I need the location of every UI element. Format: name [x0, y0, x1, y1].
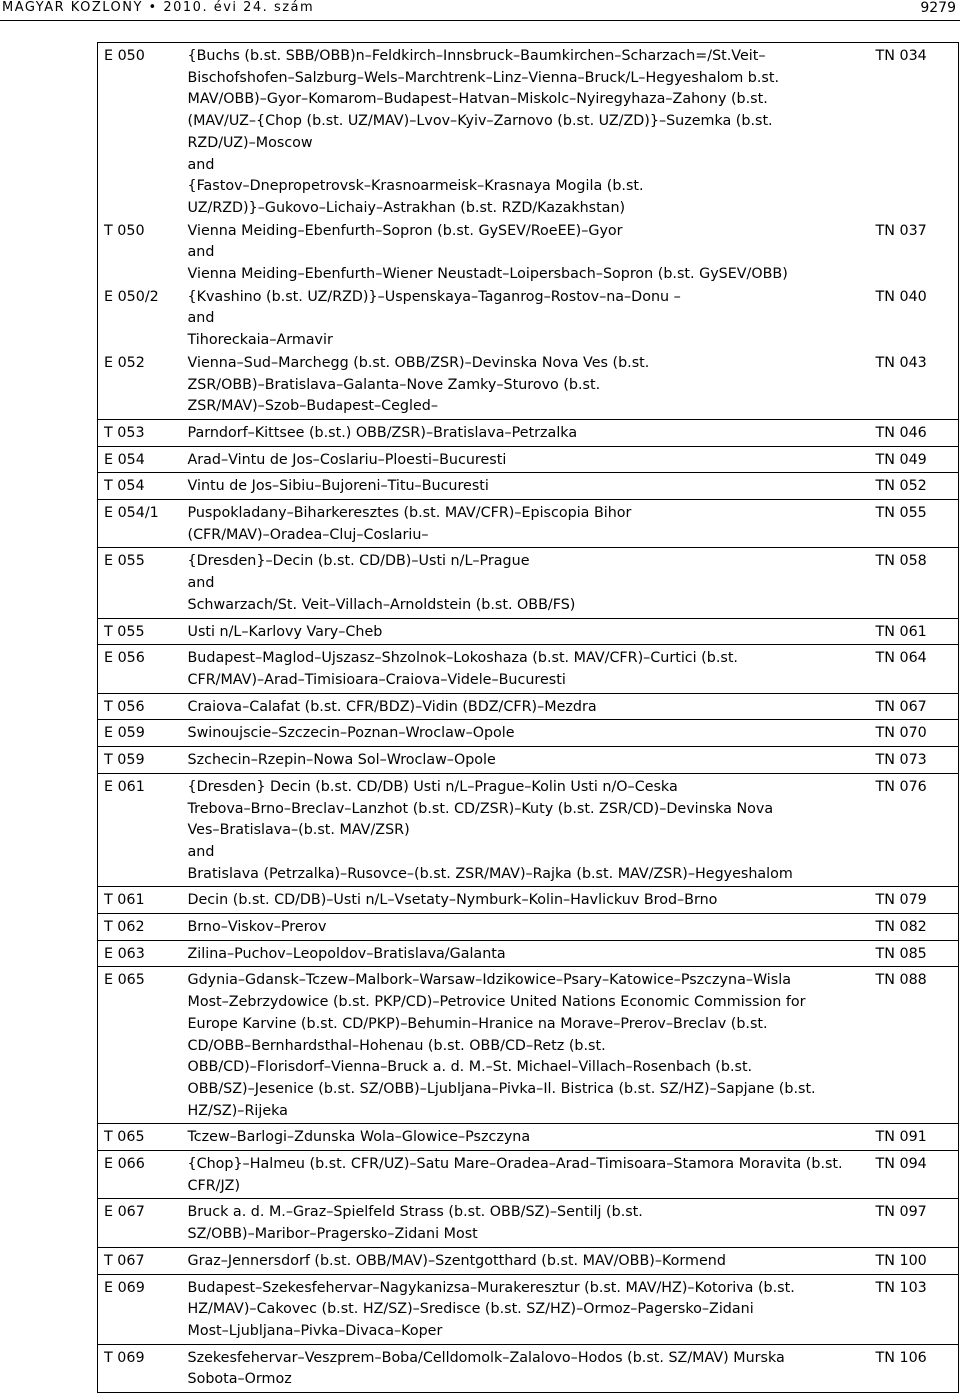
- route-line: CFR/MAV)–Arad–Timisioara–Craiova–Videle–Bucuresti: [187, 671, 566, 688]
- route-line: Bratislava (Petrzalka)–Rusovce–(b.st. ZSR/MAV)–Rajka (b.st. MAV/ZSR)–Hegyeshalom: [187, 865, 793, 882]
- route-line: Budapest–Maglod–Ujszasz–Shzolnok–Lokoshaza (b.st. MAV/CFR)–Curtici (b.st.: [187, 650, 738, 667]
- page-header: [0, 0, 960, 22]
- route-line: Tihoreckaia–Armavir: [187, 332, 333, 349]
- route-line: Vintu de Jos–Sibiu–Bujoreni–Titu–Bucuresti: [187, 478, 489, 495]
- route-line: {Buchs (b.st. SBB/OBB)n–Feldkirch–Innsbruck–Baumkirchen–Scharzach=/St.Veit–: [187, 48, 766, 64]
- tn-number: TN 064: [875, 650, 927, 667]
- route-code: T 055: [104, 623, 145, 640]
- route-line: Parndorf–Kittsee (b.st.) OBB/ZSR)–Bratislava–Petrzalka: [187, 424, 578, 441]
- route-line: {Dresden} Decin (b.st. CD/DB) Usti n/L–Prague–Kolin Usti n/O–Ceska: [187, 778, 678, 795]
- table-row: [98, 645, 959, 693]
- route-description: [182, 419, 870, 446]
- tn-number: TN 049: [875, 451, 927, 468]
- route-description: [182, 940, 870, 967]
- route-line: Vienna–Sud–Marchegg (b.st. OBB/ZSR)–Devinska Nova Ves (b.st.: [187, 354, 650, 371]
- table-row: [98, 747, 959, 774]
- route-description: [182, 720, 870, 747]
- route-code: E 050: [104, 48, 145, 64]
- tn-number: TN 106: [875, 1349, 927, 1366]
- route-line: CFR/JZ): [187, 1177, 241, 1194]
- table-row: [98, 43, 959, 221]
- route-line: Puspokladany–Biharkeresztes (b.st. MAV/CFR)–Episcopia Bihor: [187, 505, 632, 522]
- route-code: E 056: [104, 650, 145, 667]
- route-code: E 050/2: [104, 288, 159, 305]
- route-code: E 052: [104, 354, 145, 371]
- tn-number: TN 058: [875, 553, 927, 570]
- route-code: E 054: [104, 451, 145, 468]
- route-code: T 050: [104, 222, 145, 239]
- tn-number: TN 070: [875, 725, 927, 742]
- routes-table-body: [98, 43, 959, 1393]
- route-line: Europe Karvine (b.st. CD/PKP)–Behumin–Hranice na Morave–Prerov–Breclav (b.st.: [187, 1015, 768, 1032]
- route-line: and: [187, 244, 215, 261]
- route-description: [182, 747, 870, 774]
- tn-number: TN 088: [875, 972, 927, 989]
- table-row: [98, 548, 959, 618]
- table-row: [98, 1344, 959, 1392]
- route-description: [182, 773, 870, 887]
- table-row: [98, 914, 959, 941]
- route-line: Vienna Meiding–Ebenfurth–Wiener Neustadt–Loipersbach–Sopron (b.st. GySEV/OBB): [187, 266, 788, 283]
- route-line: Tczew–Barlogi–Zdunska Wola–Glowice–Pszczyna: [187, 1129, 531, 1146]
- table-row: [98, 887, 959, 914]
- route-line: Decin (b.st. CD/DB)–Usti n/L–Vsetaty–Nymburk–Kolin–Havlickuv Brod–Brno: [187, 892, 718, 909]
- route-line: Sobota–Ormoz: [187, 1371, 292, 1388]
- route-description: [182, 1199, 870, 1247]
- route-code: T 061: [104, 892, 145, 909]
- route-line: Szekesfehervar–Veszprem–Boba/Celldomolk–Zalalovo–Hodos (b.st. SZ/MAV) Murska: [187, 1349, 785, 1366]
- table-row: [98, 773, 959, 887]
- tn-number: TN 100: [875, 1252, 927, 1269]
- route-description: [182, 473, 870, 500]
- route-line: Brno–Viskov–Prerov: [187, 919, 327, 936]
- route-line: ZSR/OBB)–Bratislava–Galanta–Nove Zamky–Sturovo (b.st.: [187, 376, 601, 393]
- tn-number: TN 079: [875, 892, 927, 909]
- tn-number: TN 034: [875, 48, 927, 64]
- tn-number: TN 067: [875, 698, 927, 715]
- route-code: T 056: [104, 698, 145, 715]
- route-line: OBB/CD)–Florisdorf–Vienna–Bruck a. d. M.–St. Michael–Villach–Rosenbach (b.st.: [187, 1059, 753, 1076]
- route-line: Ves–Bratislava–(b.st. MAV/ZSR): [187, 822, 410, 839]
- route-description: [182, 43, 870, 221]
- table-row: [98, 940, 959, 967]
- table-row: [98, 693, 959, 720]
- route-line: Budapest–Szekesfehervar–Nagykanizsa–Murakeresztur (b.st. MAV/HZ)–Kotoriva (b.st.: [187, 1279, 795, 1296]
- route-line: {Fastov–Dnepropetrovsk–Krasnoarmeisk–Krasnaya Mogila (b.st.: [187, 178, 644, 195]
- route-code: T 054: [104, 478, 145, 495]
- route-line: (MAV/UZ–{Chop (b.st. UZ/MAV)–Lvov–Kyiv–Zarnovo (b.st. UZ/ZD)}–Suzemka (b.st.: [187, 113, 773, 130]
- route-description: [182, 353, 870, 420]
- table-row: [98, 1199, 959, 1247]
- tn-number: TN 043: [875, 354, 927, 371]
- route-code: E 054/1: [104, 505, 159, 522]
- tn-number: TN 040: [875, 288, 927, 305]
- route-description: [182, 693, 870, 720]
- route-line: {Dresden}–Decin (b.st. CD/DB)–Usti n/L–Prague: [187, 553, 530, 570]
- route-line: Craiova–Calafat (b.st. CFR/BDZ)–Vidin (BDZ/CFR)–Mezdra: [187, 698, 597, 715]
- tn-number: TN 046: [875, 424, 927, 441]
- route-line: UZ/RZD)}–Gukovo–Lichaiy–Astrakhan (b.st. RZD/Kazakhstan): [187, 199, 626, 216]
- route-code: E 066: [104, 1156, 145, 1173]
- route-line: {Kvashino (b.st. UZ/RZD)}–Uspenskaya–Taganrog–Rostov–na–Donu –: [187, 288, 681, 305]
- route-line: Schwarzach/St. Veit–Villach–Arnoldstein (b.st. OBB/FS): [187, 596, 576, 613]
- route-code: E 061: [104, 778, 145, 795]
- table-row: [98, 1247, 959, 1274]
- route-description: [182, 446, 870, 473]
- route-line: Arad–Vintu de Jos–Coslariu–Ploesti–Bucuresti: [187, 451, 507, 468]
- route-line: Bischofshofen–Salzburg–Wels–Marchtrenk–Linz–Vienna–Bruck/L–Hegyeshalom b.st.: [187, 69, 780, 86]
- route-code: T 067: [104, 1252, 145, 1269]
- route-description: [182, 548, 870, 618]
- tn-number: TN 094: [875, 1156, 927, 1173]
- route-line: Graz–Jennersdorf (b.st. OBB/MAV)–Szentgotthard (b.st. MAV/OBB)–Kormend: [187, 1252, 726, 1269]
- route-description: [182, 1344, 870, 1392]
- route-code: T 062: [104, 919, 145, 936]
- route-line: and: [187, 575, 215, 592]
- route-code: E 067: [104, 1204, 145, 1221]
- route-line: RZD/UZ)–Moscow: [187, 134, 313, 151]
- route-line: OBB/SZ)–Jesenice (b.st. SZ/OBB)–Ljubljana–Pivka–Il. Bistrica (b.st. SZ/HZ)–Sapjane (b.st.: [187, 1080, 816, 1097]
- tn-number: TN 073: [875, 752, 927, 769]
- route-description: [182, 914, 870, 941]
- tn-number: TN 055: [875, 505, 927, 522]
- route-code: E 055: [104, 553, 145, 570]
- route-code: E 063: [104, 945, 145, 962]
- route-line: CD/OBB–Bernhardsthal–Hohenau (b.st. OBB/CD–Retz (b.st.: [187, 1037, 606, 1054]
- tn-number: TN 061: [875, 623, 927, 640]
- tn-number: TN 037: [875, 222, 927, 239]
- tn-number: TN 085: [875, 945, 927, 962]
- route-code: T 069: [104, 1349, 145, 1366]
- table-row: [98, 221, 959, 287]
- table-row: [98, 1151, 959, 1199]
- route-code: T 059: [104, 752, 145, 769]
- route-description: [182, 967, 870, 1124]
- route-line: ZSR/MAV)–Szob–Budapest–Cegled–: [187, 398, 439, 415]
- route-line: HZ/SZ)–Rijeka: [187, 1102, 288, 1119]
- route-line: Swinoujscie–Szczecin–Poznan–Wroclaw–Opole: [187, 725, 515, 742]
- route-description: [182, 1247, 870, 1274]
- tn-number: TN 052: [875, 478, 927, 495]
- route-line: Bruck a. d. M.–Graz–Spielfeld Strass (b.st. OBB/SZ)–Sentilj (b.st.: [187, 1204, 643, 1221]
- route-line: Gdynia–Gdansk–Tczew–Malbork–Warsaw–Idzikowice–Psary–Katowice–Pszczyna–Wisla: [187, 972, 791, 989]
- table-row: [98, 446, 959, 473]
- table-row: [98, 967, 959, 1124]
- route-code: E 069: [104, 1279, 145, 1296]
- route-line: Most–Ljubljana–Pivka–Divaca–Koper: [187, 1322, 443, 1339]
- route-line: and: [187, 843, 215, 860]
- route-description: [182, 1124, 870, 1151]
- route-line: Szchecin–Rzepin–Nowa Sol–Wroclaw–Opole: [187, 752, 496, 769]
- page-number: 9279: [920, 0, 956, 16]
- route-description: [182, 887, 870, 914]
- route-line: Usti n/L–Karlovy Vary–Cheb: [187, 623, 383, 640]
- route-description: [182, 1274, 870, 1344]
- table-row: [98, 287, 959, 353]
- route-line: HZ/MAV)–Cakovec (b.st. HZ/SZ)–Sredisce (b.st. SZ/HZ)–Ormoz–Pagersko–Zidani: [187, 1301, 754, 1318]
- route-description: [182, 221, 870, 287]
- route-line: SZ/OBB)–Maribor–Pragersko–Zidani Most: [187, 1226, 478, 1243]
- route-line: {Chop}–Halmeu (b.st. CFR/UZ)–Satu Mare–Oradea–Arad–Timisoara–Stamora Moravita (b.st.: [187, 1156, 843, 1173]
- routes-table: [97, 42, 959, 1393]
- table-row: [98, 720, 959, 747]
- route-line: and: [187, 156, 215, 173]
- route-description: [182, 500, 870, 548]
- route-line: Most–Zebrzydowice (b.st. PKP/CD)–Petrovice United Nations Economic Commission for: [187, 994, 806, 1011]
- tn-number: TN 097: [875, 1204, 927, 1221]
- table-row: [98, 1274, 959, 1344]
- table-row: [98, 353, 959, 420]
- tn-number: TN 082: [875, 919, 927, 936]
- table-row: [98, 473, 959, 500]
- route-line: MAV/OBB)–Gyor–Komarom–Budapest–Hatvan–Miskolc–Nyiregyhaza–Zahony (b.st.: [187, 91, 768, 108]
- route-code: E 065: [104, 972, 145, 989]
- route-line: Zilina–Puchov–Leopoldov–Bratislava/Galanta: [187, 945, 506, 962]
- table-row: [98, 618, 959, 645]
- route-code: T 053: [104, 424, 145, 441]
- table-row: [98, 1124, 959, 1151]
- tn-number: TN 076: [875, 778, 927, 795]
- tn-number: TN 103: [875, 1279, 927, 1296]
- route-line: Trebova–Brno–Breclav–Lanzhot (b.st. CD/ZSR)–Kuty (b.st. ZSR/CD)–Devinska Nova: [187, 800, 774, 817]
- route-description: [182, 618, 870, 645]
- publication-title: MAGYAR KÖZLÖNY • 2010. évi 24. szám: [2, 0, 315, 15]
- table-row: [98, 419, 959, 446]
- route-description: [182, 645, 870, 693]
- route-description: [182, 1151, 870, 1199]
- route-line: Vienna Meiding–Ebenfurth–Sopron (b.st. GySEV/RoeEE)–Gyor: [187, 222, 623, 239]
- route-description: [182, 287, 870, 353]
- table-row: [98, 500, 959, 548]
- route-line: (CFR/MAV)–Oradea–Cluj–Coslariu–: [187, 526, 429, 543]
- route-code: T 065: [104, 1129, 145, 1146]
- route-code: E 059: [104, 725, 145, 742]
- tn-number: TN 091: [875, 1129, 927, 1146]
- route-line: and: [187, 310, 215, 327]
- header-rule: [0, 20, 960, 21]
